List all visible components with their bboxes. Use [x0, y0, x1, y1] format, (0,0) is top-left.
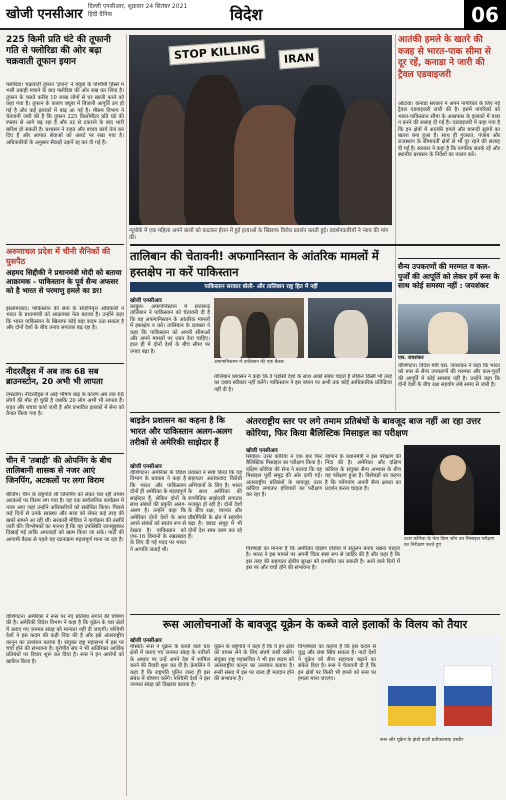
headline-pakistan-officer: अहमद सिद्दीकी ने प्रधानमंत्री मोदी को बताया आक्रामक - पाकिस्तान के पूर्व सैन्य अफसर को है भारत से परमाणु हमले का डर!	[6, 268, 122, 295]
edition-language: हिंदी दैनिक	[88, 11, 113, 18]
column-divider	[395, 34, 396, 410]
article-text-taliban-continued: तालिबान प्रशासन ने कहा कि वे पड़ोसी देशों के साथ अच्छे संबंध चाहते हैं लेकिन किसी भी तरह का दबाव स्वीकार नहीं करेंगे। पाकिस्तान ने इस बयान पर अभी तक कोई आधिकारिक प्रतिक्रिया नहीं दी है।	[214, 374, 392, 393]
article-text-biden: वॉशिंगटन। अमेरिका के विदेश विभाग के प्रवक्ता ने कहा है कि भारत और पाकिस्तान दोनों ही अमेरिका के महत्वपूर्ण साझेदार हैं, लेकिन दोनों के साथ संबंधों की प्रकृति अलग-अलग है। उन्होंने कहा कि अमेरिका दोनों देशों के साथ अपने संबंधों को स्वतंत्र रूप से देखता है। पाकिस्तान को एफ-16 विमानों के रखरखाव के लिए दी गई मदद पर भारत ने आपत्ति जताई थी।	[130, 470, 186, 553]
headline-intrusion: अरुणाचल प्रदेश में चीनी सैनिकों की घुसपैठ	[6, 247, 111, 266]
jaishankar-photo	[398, 304, 500, 354]
headline-canada-advisory: आतंकी हमले के खतरे की वजह से भारत-पाक सीमा से दूर रहें, कनाडा ने जारी की ट्रैवल एडवाइजरी	[398, 35, 491, 80]
headline-north-korea: अंतरराष्ट्रीय स्तर पर लगे तमाम प्रतिबंधों के बावजूद बाज नहीं आ रहा उत्तर कोरिया, फिर किया बैलिस्टिक मिसाइल का परीक्षण	[246, 417, 481, 439]
edition-date: दिल्ली एनसीआर, शुक्रवार 24 सितंबर 2021	[88, 3, 188, 10]
kim-jong-un-photo	[404, 445, 500, 535]
divider	[6, 453, 124, 454]
headline-hurricane: 225 किमी प्रति घंटे की तूफानी गति से फ्लोरिडा की ओर बढ़ा चक्रवाती तूफान इयान	[6, 35, 111, 67]
newspaper-brand: खोजी एनसीआर	[6, 7, 83, 22]
headline-china: चीन में 'तबाही' की ओपनिंग के बीच तालिबानी शासक से नजर आएं जिनपिंग, अटकलों पर लगा विराम	[6, 456, 112, 485]
russia-ukraine-photo	[380, 636, 500, 736]
article-text-jaishankar: वॉशिंगटन। विदेश मंत्री एस. जयशंकर ने कहा कि भारत को रूस से सैन्य उपकरणों की मरम्मत और कल-पुर्जों की आपूर्ति में कोई समस्या नहीं है। उन्होंने कहा कि दोनों देशों के बीच रक्षा सहयोग लंबे समय से जारी है।	[398, 363, 500, 389]
headline-biden: बाइडेन प्रशासन का कहना है कि भारत और पाकिस्तान अलग-अलग तरीकों से अमेरिकी साझेदार हैं	[130, 415, 233, 447]
photo-figure	[428, 312, 468, 354]
article-text-us-sanctions: वॉशिंगटन। अमेरिका ने रूस पर नए प्रतिबंध लगाने की घोषणा की है। अमेरिकी विदेश विभाग ने कहा है कि यूक्रेन के चार क्षेत्रों में कराए गए जनमत संग्रह को मान्यता नहीं दी जाएगी। पश्चिमी देशों ने इस कदम की कड़ी निंदा की है और इसे अंतरराष्ट्रीय कानून का उल्लंघन बताया है। संयुक्त राष्ट्र महासभा में इस पर चर्चा होने की संभावना है। यूरोपीय संघ ने भी अतिरिक्त आर्थिक प्रतिबंधों पर विचार शुरू कर दिया है। रूस ने इन आरोपों को खारिज किया है।	[6, 614, 124, 665]
photo-figure	[334, 310, 368, 358]
divider	[130, 244, 500, 246]
article-text-china: बीजिंग। चीन के राष्ट्रपति शी जिनपिंग को लेकर चल रही तमाम अटकलों पर विराम लग गया है। वह एक सार्वजनिक कार्यक्रम में नजर आए जहां उन्होंने अधिकारियों को संबोधित किया। पिछले कई दिनों से उनके स्वास्थ्य और सत्ता को लेकर कई तरह की खबरें सामने आ रही थीं। सरकारी मीडिया ने कार्यक्रम की तस्वीरें जारी कीं। विश्लेषकों का मानना है कि यह उपस्थिति जानबूझकर दिखाई गई ताकि अफवाहों को खत्म किया जा सके। पार्टी की आगामी बैठक से पहले यह घटनाक्रम महत्वपूर्ण माना जा रहा है।	[6, 492, 124, 543]
article-text-biden-more: विशेषज्ञों का मानना है कि अमेरिका दक्षिण एशिया में संतुलन बनाए रखना चाहता है। भारत ने इस मामले पर अपनी चिंता स्पष्ट रूप से जाहिर की है और कहा है कि इस तरह की सहायता क्षेत्रीय सुरक्षा को प्रभावित कर सकती है। आने वाले दिनों में इस पर और चर्चा होने की संभावना है।	[246, 546, 400, 572]
article-text-russia-continued: यूक्रेन के राष्ट्रपति ने कहा है कि वे इन क्षेत्रों को वापस लेने के लिए संघर्ष जारी रखेंगे। संयुक्त राष्ट्र महासचिव ने भी इस कदम को अंतरराष्ट्रीय कानून का उल्लंघन बताया है। रूसी संसद में इस पर जल्द ही मतदान होने की संभावना है।	[214, 644, 294, 683]
column-divider	[126, 34, 127, 796]
article-text-taliban: काबुल। अफगानिस्तान में सत्तारूढ़ तालिबान ने पाकिस्तान को चेतावनी दी है कि वह अफगानिस्तान के आंतरिक मामलों में हस्तक्षेप न करे। तालिबान के प्रवक्ता ने कहा कि पाकिस्तान को अपनी सीमाओं और अपने मामलों पर ध्यान देना चाहिए। हाल ही में दोनों देशों के बीच सीमा पर तनाव बढ़ा है।	[130, 304, 210, 355]
headline-jaishankar: सैन्य उपकरणों की मरम्मत व कल-पुर्जों की आपूर्ति को लेकर हमें रूस के साथ कोई समस्या नहीं : जयशंकर	[398, 262, 500, 290]
article-text-russia: मॉस्को। रूस ने यूक्रेन के कब्जे वाले चार क्षेत्रों में कराए गए जनमत संग्रह के नतीजों के आधार पर उन्हें अपने देश में शामिल करने की तैयारी शुरू कर दी है। क्रेमलिन ने कहा है कि राष्ट्रपति पुतिन जल्द ही इस संबंध में घोषणा करेंगे। पश्चिमी देशों ने इस जनमत संग्रह को दिखावा बताया है।	[130, 644, 210, 689]
protest-photo	[129, 35, 392, 225]
headline-russia: रूस आलोचनाओं के बावजूद यूक्रेन के कब्जे वाले इलाकों के विलय को तैयार	[162, 618, 468, 631]
headline-netherlands: नीदरलैंड्स में अब तक 68 सब ब्राउनस्टोन, 20 अभी भी लापता	[6, 366, 103, 386]
article-text-hurricane: फ्लोरिडा। चक्रवाती तूफान 'इयान' ने क्यूबा के पश्चिमी हिस्से में भारी तबाही मचाने के बाद फ्लोरिडा की ओर रुख कर लिया है। तूफान के चलते करीब 10 लाख लोगों से घर खाली करने को कहा गया है। तूफान के कारण क्यूबा में बिजली आपूर्ति ठप हो गई है और कई इलाकों में बाढ़ आ गई है। मौसम विभाग ने चेतावनी जारी की है कि तूफान 225 किलोमीटर प्रति घंटे की रफ्तार से आगे बढ़ रहा है और तट से टकराने के बाद भारी बारिश हो सकती है। प्रशासन ने राहत और बचाव कार्य तेज कर दिए हैं और आपात सेवाओं को अलर्ट पर रखा गया है। अधिकारियों के अनुसार सैकड़ों उड़ानें रद्द कर दी गई हैं।	[6, 82, 124, 146]
protest-sign: STOP KILLING	[168, 40, 265, 66]
byline: खोजी एनसीआर	[130, 464, 162, 470]
byline: खोजी एनसीआर	[130, 298, 162, 304]
protest-sign: IRAN	[278, 48, 320, 70]
photo-figure	[274, 318, 298, 358]
article-text-north-korea: सियोल। उत्तर कोरिया ने एक बार फिर बैलिस्टिक मिसाइल का परीक्षण किया है। दक्षिण कोरिया की सेना ने बताया कि यह मिसाइल पूर्वी समुद्र की ओर दागी गई। अंतरराष्ट्रीय प्रतिबंधों के बावजूद उत्तर कोरिया लगातार हथियारों का परीक्षण कर रहा है।	[246, 454, 322, 499]
photo-caption: रूस और यूक्रेन के झंडों वाली प्रतीकात्मक तस्वीर	[380, 738, 464, 743]
article-text-netherlands: एम्स्टर्डम। नीदरलैंड्स में आई भीषण बाढ़ के कारण अब तक 68 लोगों की मौत हो चुकी है जबकि 20 लोग अभी भी लापता हैं। राहत और बचाव कार्य जारी है और प्रभावित इलाकों में सेना को तैनात किया गया है।	[6, 392, 124, 418]
article-text-russia-more: विश्लेषकों का कहना है कि इस कदम से युद्ध और लंबा खिंच सकता है। नाटो देशों ने यूक्रेन को सैन्य सहायता बढ़ाने का संकेत दिया है। रूस ने चेतावनी दी है कि इन क्षेत्रों पर किसी भी हमले को रूस पर हमला माना जाएगा।	[298, 644, 376, 683]
photo-caption: न्यूयॉर्क में एक महिला अपने बालों को काटकर ईरान में हुई हत्याओं के खिलाफ विरोध प्रदर्शन करती हुई। प्रदर्शनकारियों ने न्याय की मांग की।	[129, 228, 389, 241]
photo-figure	[139, 95, 189, 225]
divider	[130, 614, 500, 615]
divider	[6, 363, 124, 364]
photo-figure	[246, 312, 270, 358]
divider	[6, 244, 124, 245]
article-text-pakistan-officer: इस्लामाबाद। पाकिस्तान की सेना के सेवानिवृत्त अधिकारी ने भारत के प्रधानमंत्री को आक्रामक नेता बताया है। उन्होंने कहा कि भारत पाकिस्तान के खिलाफ कोई बड़ा कदम उठा सकता है और दोनों देशों के बीच तनाव लगातार बढ़ रहा है।	[6, 306, 124, 332]
photo-caption: अफगानिस्तान में तालिबान की एक बैठक	[214, 360, 284, 365]
taliban-leader-photo	[308, 298, 392, 358]
byline: खोजी एनसीआर	[246, 448, 278, 454]
byline: खोजी एनसीआर	[130, 638, 162, 644]
headline-taliban: तालिबान की चेतावनी! अफगानिस्तान के आंतरिक मामलों में हस्तक्षेप ना करें पाकिस्तान	[130, 249, 379, 279]
section-title: विदेश	[230, 5, 263, 24]
divider	[130, 412, 500, 413]
masthead	[0, 0, 506, 30]
flags-illustration	[380, 636, 500, 736]
divider	[398, 258, 500, 259]
taliban-meeting-photo	[214, 298, 304, 358]
photo-caption: उत्तर कोरिया के नेता किम जोंग उन मिसाइल परीक्षण का निरीक्षण करते हुए	[404, 537, 495, 548]
edition-info	[88, 3, 208, 19]
lead-strapline: पाकिस्तान सरकार बोली- और तालिबान राष्ट्र हित में नहीं	[130, 282, 392, 292]
photo-figure	[220, 316, 242, 358]
photo-figure	[339, 100, 392, 225]
photo-caption: एस. जयशंकर	[398, 355, 424, 361]
photo-figure	[440, 455, 466, 481]
article-text-biden-continued: प्रवक्ता ने स्पष्ट किया कि यह सहायता आतंकवाद विरोधी अभियानों के लिए है। भारत के साथ अमेरिका की रणनीतिक साझेदारी लगातार मजबूत हो रही है। दोनों देशों के बीच रक्षा, व्यापार और प्रौद्योगिकी के क्षेत्र में सहयोग बढ़ा है। क्वाड समूह में भी दोनों देश साथ काम कर रहे हैं।	[188, 470, 242, 541]
article-text-north-korea-continued: जापान के प्रधानमंत्री ने इस परीक्षण की निंदा की है। अमेरिका और दक्षिण कोरिया के संयुक्त सैन्य अभ्यास के बीच यह परीक्षण हुआ है। विशेषज्ञों का कहना है कि प्योंगयांग अपनी सैन्य क्षमता का प्रदर्शन करना चाहता है।	[325, 454, 401, 493]
page-number: 06	[464, 0, 506, 30]
article-text-canada-advisory: ओटावा। कनाडा सरकार ने अपने नागरिकों के लिए नई ट्रैवल एडवाइजरी जारी की है। इसमें नागरिकों को भारत-पाकिस्तान सीमा के आसपास के इलाकों में यात्रा न करने की सलाह दी गई है। एडवाइजरी में कहा गया है कि इन क्षेत्रों में आतंकी हमले और बारूदी सुरंगों का खतरा बना हुआ है। साथ ही गुजरात, पंजाब और राजस्थान के सीमावर्ती क्षेत्रों से भी दूर रहने की सलाह दी गई है। सरकार ने कहा है कि नागरिक सतर्क रहें और स्थानीय प्रशासन के निर्देशों का पालन करें।	[398, 101, 500, 159]
russia-flag-piece	[444, 666, 492, 726]
ukraine-flag-piece	[388, 686, 436, 726]
